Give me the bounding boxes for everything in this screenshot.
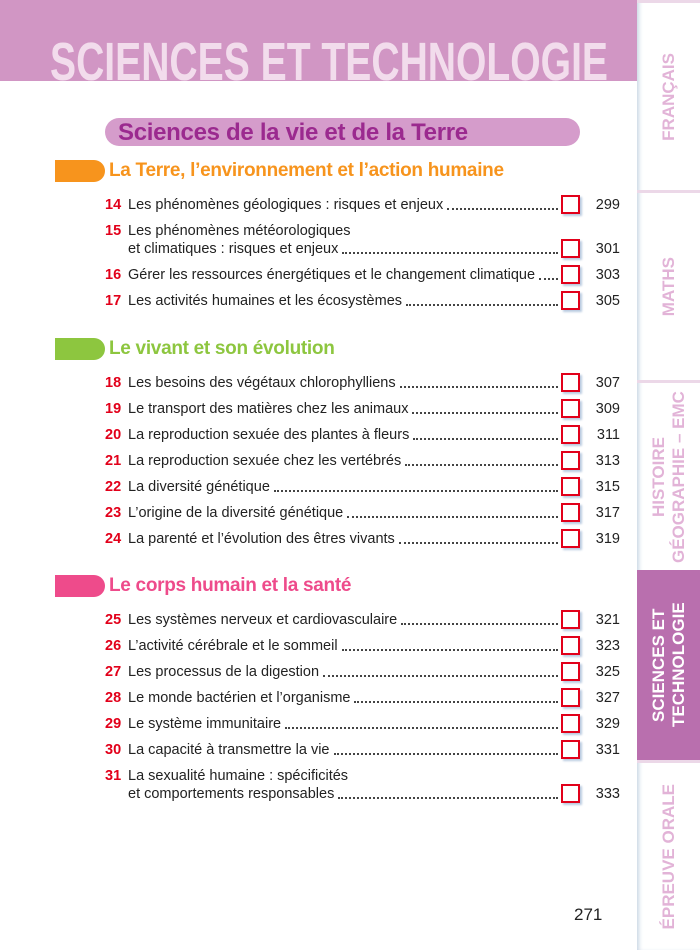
- entry-title: La diversité génétique: [128, 479, 270, 495]
- checkbox[interactable]: [561, 291, 580, 310]
- entry-title: Les systèmes nerveux et cardiovasculaire: [128, 612, 398, 628]
- dot-leader: [399, 542, 558, 544]
- toc-entry[interactable]: [105, 763, 620, 807]
- tab-français[interactable]: [637, 0, 700, 190]
- section-color-bar: [55, 338, 105, 360]
- entry-page-number: 305: [595, 293, 620, 309]
- checkbox[interactable]: [561, 425, 580, 444]
- dot-leader: [334, 753, 559, 755]
- section-header: [55, 337, 615, 361]
- checkbox[interactable]: [561, 503, 580, 522]
- checkbox[interactable]: [561, 662, 580, 681]
- chapter-number: 21: [105, 453, 122, 469]
- entry-page-number: 313: [595, 453, 620, 469]
- tab-label: FRANÇAIS: [658, 52, 678, 141]
- section-terre-environnement: [55, 159, 620, 314]
- tab-épreuve-orale[interactable]: [637, 760, 700, 950]
- page-title-text: SCIENCES ET TECHNOLOGIE: [50, 32, 608, 90]
- chapter-number: 30: [105, 742, 122, 758]
- entry-title: La reproduction sexuée chez les vertébrés: [128, 453, 402, 469]
- page-title: [50, 30, 612, 90]
- toc-entry[interactable]: [105, 633, 620, 659]
- chapter-number: 24: [105, 531, 122, 547]
- section-color-bar: [55, 160, 105, 182]
- toc-entry[interactable]: [105, 192, 620, 218]
- chapter-number: 14: [105, 197, 122, 213]
- section-color-bar: [55, 575, 105, 597]
- entry-page-number: 331: [595, 742, 620, 758]
- tab-histoire-géographie-emc[interactable]: [637, 380, 700, 570]
- entry-title: La capacité à transmettre la vie: [128, 742, 330, 758]
- entry-page-number: 319: [595, 531, 620, 547]
- dot-leader: [338, 797, 558, 799]
- entry-page-number: 321: [595, 612, 620, 628]
- toc-entry[interactable]: [105, 737, 620, 763]
- entry-page-number: 309: [595, 401, 620, 417]
- section-header: [55, 574, 615, 598]
- section-vivant-evolution: [55, 337, 620, 552]
- toc-entry[interactable]: [105, 685, 620, 711]
- tab-sciences-et-technologie[interactable]: [637, 570, 700, 760]
- toc-entry[interactable]: [105, 422, 620, 448]
- toc-entry[interactable]: [105, 474, 620, 500]
- entry-page-number: 315: [595, 479, 620, 495]
- section-title: La Terre, l’environnement et l’action humaine: [109, 160, 504, 181]
- tab-label: MATHS: [658, 256, 678, 317]
- toc-entry[interactable]: [105, 396, 620, 422]
- toc-entry[interactable]: [105, 607, 620, 633]
- dot-leader: [401, 623, 558, 625]
- tab-label: SCIENCES ET TECHNOLOGIE: [648, 602, 688, 728]
- dot-leader: [539, 278, 558, 280]
- toc-entry[interactable]: [105, 659, 620, 685]
- dot-leader: [285, 727, 558, 729]
- entry-title: Le système immunitaire: [128, 716, 282, 732]
- entry-page-number: 325: [595, 664, 620, 680]
- checkbox[interactable]: [561, 399, 580, 418]
- dot-leader: [342, 649, 558, 651]
- dot-leader: [447, 208, 558, 210]
- dot-leader: [347, 516, 558, 518]
- toc-entry[interactable]: [105, 526, 620, 552]
- entry-title: La reproduction sexuée des plantes à fleurs: [128, 427, 410, 443]
- dot-leader: [412, 412, 558, 414]
- chapter-number: 31: [105, 768, 122, 784]
- entry-title: La parenté et l’évolution des êtres vivants: [128, 531, 395, 547]
- entry-title: Les besoins des végétaux chlorophylliens: [128, 375, 396, 391]
- section-title: Le vivant et son évolution: [109, 338, 335, 359]
- section-corps-humain: [55, 574, 620, 807]
- checkbox[interactable]: [561, 610, 580, 629]
- checkbox[interactable]: [561, 529, 580, 548]
- toc-entry[interactable]: [105, 218, 620, 262]
- chapter-number: 23: [105, 505, 122, 521]
- dot-leader: [405, 464, 558, 466]
- entry-page-number: 327: [595, 690, 620, 706]
- chapter-number: 28: [105, 690, 122, 706]
- chapter-number: 25: [105, 612, 122, 628]
- entry-page-number: 303: [595, 267, 620, 283]
- chapter-number: 19: [105, 401, 122, 417]
- section-tabs: [637, 0, 700, 950]
- chapter-number: 17: [105, 293, 122, 309]
- tab-label: HISTOIRE GÉOGRAPHIE – EMC: [648, 390, 688, 563]
- chapter-number: 26: [105, 638, 122, 654]
- chapter-number: 15: [105, 223, 122, 239]
- checkbox[interactable]: [561, 477, 580, 496]
- entry-page-number: 311: [596, 427, 620, 443]
- chapter-number: 29: [105, 716, 122, 732]
- entry-page-number: 301: [595, 241, 620, 257]
- dot-leader: [274, 490, 558, 492]
- entry-page-number: 317: [595, 505, 620, 521]
- entry-page-number: 333: [595, 786, 620, 802]
- entry-title: Les processus de la digestion: [128, 664, 320, 680]
- toc-entry[interactable]: [105, 500, 620, 526]
- entry-title-line: et climatiques : risques et enjeux: [128, 241, 339, 257]
- checkbox[interactable]: [561, 740, 580, 759]
- section-header: [55, 159, 615, 183]
- entry-title: Les phénomènes géologiques : risques et enjeux: [128, 197, 444, 213]
- entry-title: L’activité cérébrale et le sommeil: [128, 638, 338, 654]
- checkbox[interactable]: [561, 239, 580, 258]
- entry-list: [105, 607, 620, 807]
- entry-title-line: et comportements responsables: [128, 786, 335, 802]
- checkbox[interactable]: [561, 714, 580, 733]
- subject-title: Sciences de la vie et de la Terre: [118, 119, 468, 146]
- entry-list: [105, 370, 620, 552]
- checkbox[interactable]: [561, 195, 580, 214]
- entry-page-number: 329: [595, 716, 620, 732]
- chapter-number: 20: [105, 427, 122, 443]
- page-number: 271: [574, 905, 603, 924]
- toc-entry[interactable]: [105, 370, 620, 396]
- checkbox[interactable]: [561, 688, 580, 707]
- chapter-number: 22: [105, 479, 122, 495]
- entry-page-number: 299: [595, 197, 620, 213]
- dot-leader: [400, 386, 558, 388]
- chapter-number: 18: [105, 375, 122, 391]
- entry-list: [105, 192, 620, 314]
- entry-title: Gérer les ressources énergétiques et le changement climatique: [128, 267, 536, 283]
- toc-entry[interactable]: [105, 711, 620, 737]
- checkbox[interactable]: [561, 451, 580, 470]
- checkbox[interactable]: [561, 784, 580, 803]
- chapter-number: 16: [105, 267, 122, 283]
- header-band: [0, 0, 637, 90]
- tab-label: ÉPREUVE ORALE: [658, 783, 678, 930]
- entry-page-number: 307: [595, 375, 620, 391]
- entry-title: Le monde bactérien et l’organisme: [128, 690, 351, 706]
- entry-title: Les activités humaines et les écosystèmes: [128, 293, 403, 309]
- dot-leader: [413, 438, 558, 440]
- checkbox[interactable]: [561, 373, 580, 392]
- chapter-number: 27: [105, 664, 122, 680]
- entry-page-number: 323: [595, 638, 620, 654]
- dot-leader: [354, 701, 558, 703]
- checkbox[interactable]: [561, 265, 580, 284]
- entry-title-line: La sexualité humaine : spécificités: [128, 768, 349, 784]
- toc-entry[interactable]: [105, 288, 620, 314]
- toc-entry[interactable]: [105, 262, 620, 288]
- entry-title: Le transport des matières chez les animaux: [128, 401, 409, 417]
- dot-leader: [406, 304, 558, 306]
- checkbox[interactable]: [561, 636, 580, 655]
- entry-title: L’origine de la diversité génétique: [128, 505, 344, 521]
- tab-maths[interactable]: [637, 190, 700, 380]
- entry-title-line: Les phénomènes météorologiques: [128, 223, 351, 239]
- dot-leader: [323, 675, 558, 677]
- subject-heading: [105, 118, 580, 146]
- dot-leader: [342, 252, 558, 254]
- section-title: Le corps humain et la santé: [109, 575, 352, 596]
- toc-entry[interactable]: [105, 448, 620, 474]
